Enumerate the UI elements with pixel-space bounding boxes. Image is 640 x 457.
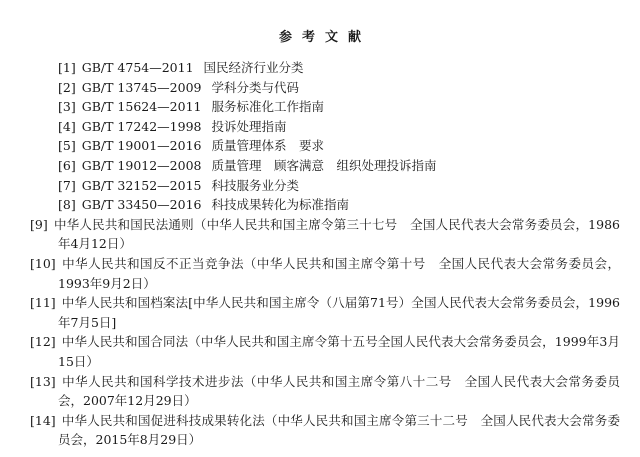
reference-number: [13] [30,373,56,389]
reference-text: 科技成果转化为标准指南 [211,197,350,213]
reference-number: [12] [30,334,56,350]
reference-code: GB/T 19012—2008 [81,157,202,173]
page-title: 参考文献 [278,30,371,45]
reference-text: 中华人民共和国民法通则（中华人民共和国主席令第三十七号 全国人民代表大会常务委员会，1986年4月12日） [53,216,620,252]
reference-text: 学科分类与代码 [211,79,300,95]
reference-item [58,117,620,137]
reference-text: 中华人民共和国合同法（中华人民共和国主席令第十五号全国人民代表大会常务委员会，1999年3月15日） [58,334,620,369]
reference-number: [2] [58,79,76,95]
reference-number: [3] [58,99,76,115]
reference-text: 中华人民共和国反不正当竞争法（中华人民共和国主席令第十号 全国人民代表大会常务委员会，1993年9月2日） [58,255,620,291]
reference-text: 质量管理 顾客满意 组织处理投诉指南 [211,157,437,173]
reference-code: GB/T 15624—2011 [81,99,202,115]
reference-number: [6] [58,157,76,173]
reference-text: 投诉处理指南 [211,118,287,134]
reference-number: [14] [30,412,56,428]
reference-text: 中华人民共和国档案法[中华人民共和国主席令（八届第71号）全国人民代表大会常务委员会，1996年7月5日] [58,295,620,330]
reference-item [30,332,620,371]
reference-item [58,78,620,98]
reference-number: [10] [30,255,56,271]
reference-text: 质量管理体系 要求 [211,138,325,154]
reference-item [30,411,620,450]
reference-text: 中华人民共和国科学技术进步法（中华人民共和国主席令第八十二号 全国人民代表大会常务委员会，2007年12月29日） [58,373,620,409]
reference-item [30,215,620,254]
reference-text: 国民经济行业分类 [203,60,304,75]
reference-text: 中华人民共和国促进科技成果转化法（中华人民共和国主席令第三十二号 全国人民代表大会常务委员会，2015年8月29日） [58,412,620,448]
reference-code: GB/T 32152—2015 [81,177,202,193]
reference-code: GB/T 33450—2016 [81,197,202,213]
reference-item [58,136,620,156]
reference-list [30,58,620,450]
reference-item [58,176,620,196]
reference-item [30,293,620,332]
reference-text: 科技服务业分类 [211,177,300,193]
reference-code: GB/T 4754—2011 [81,60,194,75]
reference-code: GB/T 17242—1998 [81,118,202,134]
reference-number: [9] [30,216,48,232]
reference-number: [4] [58,118,76,134]
reference-number: [1] [58,60,76,75]
reference-item [58,58,620,78]
reference-item [58,156,620,176]
reference-code: GB/T 13745—2009 [81,79,202,95]
reference-item [30,372,620,411]
reference-number: [8] [58,197,76,213]
reference-code: GB/T 19001—2016 [81,138,202,154]
reference-number: [11] [30,295,56,311]
reference-number: [5] [58,138,76,154]
reference-item [30,254,620,293]
reference-text: 服务标准化工作指南 [211,99,325,115]
reference-number: [7] [58,177,76,193]
reference-item [58,97,620,117]
reference-item [58,195,620,215]
